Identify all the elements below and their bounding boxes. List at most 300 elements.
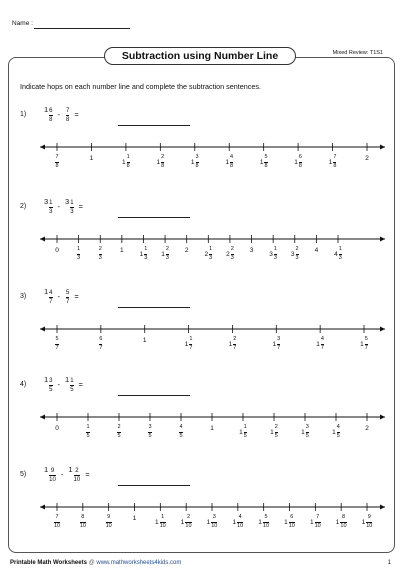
tick-label-denominator: 8: [230, 162, 234, 169]
tick-label-fraction: [296, 247, 299, 261]
tick-label-fraction: [306, 425, 309, 439]
tick-label-fraction: [233, 337, 236, 351]
tick-label-numerator: 2: [274, 424, 278, 430]
tick-label-whole: 1: [225, 158, 229, 166]
tick-label-fraction: [55, 155, 58, 169]
arrow-right-icon: [380, 237, 385, 242]
footer-brand: Printable Math Worksheets: [10, 560, 87, 566]
tick-label-whole: 1: [259, 158, 264, 166]
tick-label-whole: 2: [226, 250, 230, 258]
tick-label: [290, 425, 320, 439]
tick-label-numerator: 6: [99, 336, 103, 342]
equals-sign: =: [78, 201, 83, 211]
tick-label: [228, 425, 258, 439]
subtrahend-numerator: 1: [70, 200, 74, 206]
tick-label-fraction: [230, 155, 233, 169]
tick-label-denominator: 8: [161, 162, 165, 169]
problem-number: 4): [20, 381, 27, 388]
number-line[interactable]: [0, 323, 403, 363]
problem-number: 2): [20, 203, 27, 210]
tick-label-denominator: 7: [55, 344, 59, 351]
tick-label-whole: 0: [55, 247, 59, 254]
minuend: [44, 375, 53, 393]
tick-label: [318, 155, 348, 169]
tick-label-numerator: 2: [161, 154, 165, 160]
tick-label-whole: 1: [232, 518, 237, 526]
tick-label: [42, 337, 72, 351]
tick-label-numerator: 1: [77, 246, 81, 252]
tick-label-fraction: [263, 515, 269, 529]
tick-label: [349, 337, 379, 351]
equals-sign: =: [74, 109, 79, 119]
tick-label: [217, 337, 247, 351]
minuend-whole: 1: [44, 287, 49, 296]
tick-label-fraction: [289, 515, 295, 529]
answer-blank[interactable]: [118, 217, 190, 218]
footer-site-link[interactable]: www.mathworksheets4kids.com: [96, 560, 182, 566]
subtrahend: [68, 465, 80, 483]
tick-label: [42, 155, 72, 169]
minuend-whole: 1: [44, 465, 49, 474]
tick-label-whole: 1: [328, 158, 333, 166]
arrow-left-icon: [40, 237, 45, 242]
tick-label-whole: 1: [154, 518, 159, 526]
tick-label-numerator: 2: [295, 246, 299, 252]
tick-label-denominator: 5: [86, 432, 90, 439]
answer-blank[interactable]: [118, 307, 190, 308]
arrow-left-icon: [40, 505, 45, 510]
tick-label-fraction: [127, 155, 130, 169]
minuend-denominator: 8: [49, 117, 53, 123]
number-line[interactable]: [0, 411, 403, 451]
subtrahend-numerator: 2: [75, 468, 79, 474]
tick-label-numerator: 1: [243, 424, 247, 430]
tick-label-whole: 1: [89, 155, 94, 162]
tick-label-fraction: [196, 155, 199, 169]
tick-label-fraction: [244, 425, 247, 439]
tick-label-fraction: [264, 155, 267, 169]
tick-label-numerator: 1: [338, 246, 342, 252]
tick-label-whole: 2: [204, 250, 209, 258]
problem-5: [0, 463, 403, 553]
tick-label-whole: 1: [239, 428, 243, 436]
subtrahend-numerator: 5: [66, 290, 70, 296]
fraction-bar: [49, 115, 52, 116]
tick-label-fraction: [277, 337, 280, 351]
tick-label-whole: 1: [332, 428, 336, 436]
tick-label-denominator: 10: [185, 522, 192, 529]
tick-label-numerator: 1: [86, 424, 90, 430]
name-label: Name :: [12, 20, 33, 27]
tick-label-denominator: 5: [336, 432, 340, 439]
tick-label-fraction: [117, 425, 120, 439]
tick-label-whole: 3: [249, 247, 254, 254]
tick-label-denominator: 10: [340, 522, 347, 529]
minuend: [44, 465, 56, 483]
fraction-bar: [49, 475, 56, 476]
minuend-whole: 1: [44, 375, 49, 384]
tick-label-denominator: 7: [189, 344, 193, 351]
tick-label-numerator: 5: [364, 336, 368, 342]
tick-label-denominator: 3: [230, 254, 234, 261]
tick-label-denominator: 10: [237, 522, 244, 529]
tick-label-denominator: 10: [211, 522, 218, 529]
tick-label: [180, 155, 210, 169]
tick-label: [135, 425, 165, 439]
tick-label-fraction: [179, 425, 182, 439]
tick-label-fraction: [333, 155, 336, 169]
tick-label-numerator: 6: [298, 154, 302, 160]
minus-sign: -: [60, 469, 64, 479]
tick-label-fraction: [185, 515, 191, 529]
tick-label-fraction: [55, 337, 58, 351]
tick-label: [42, 425, 72, 432]
problem-number: 5): [20, 471, 27, 478]
tick-label-denominator: 3: [144, 254, 148, 261]
tick-label-whole: 1: [120, 247, 124, 254]
minus-sign: -: [57, 109, 61, 119]
subtrahend-whole: 3: [65, 197, 70, 206]
problem-2: [0, 195, 403, 285]
footer: [10, 560, 181, 566]
subtraction-expression: [44, 375, 88, 393]
subtrahend-fraction: [74, 468, 81, 483]
tick-label-numerator: 8: [341, 514, 345, 520]
tick-label-denominator: 10: [262, 522, 270, 529]
worksheet-title: Subtraction using Number Line: [104, 47, 296, 65]
equals-sign: =: [85, 469, 90, 479]
tick-label-whole: 4: [334, 250, 338, 258]
tick-label: [249, 155, 279, 169]
tick-label-whole: 1: [139, 250, 144, 258]
tick-label-fraction: [340, 515, 346, 529]
tick-label-numerator: 3: [305, 424, 309, 430]
tick-label-numerator: 4: [179, 424, 183, 430]
subtrahend-denominator: 5: [70, 387, 74, 393]
subtrahend: [65, 197, 74, 215]
minus-sign: -: [57, 291, 61, 301]
tick-label-numerator: 7: [333, 154, 337, 160]
tick-label-fraction: [99, 337, 102, 351]
tick-label-numerator: 4: [230, 154, 234, 160]
tick-label: [86, 337, 116, 351]
tick-label: [111, 155, 141, 169]
tick-label-whole: 2: [184, 247, 189, 254]
tick-label-numerator: 7: [55, 514, 59, 520]
tick-label-denominator: 3: [165, 254, 169, 261]
tick-label: [352, 515, 382, 529]
tick-label-numerator: 4: [320, 336, 324, 342]
tick-label-fraction: [144, 247, 147, 261]
tick-label-whole: 3: [290, 250, 295, 258]
tick-label-fraction: [365, 337, 368, 351]
fraction-bar: [70, 207, 73, 208]
tick-label-whole: 0: [55, 425, 59, 432]
answer-blank[interactable]: [118, 125, 190, 126]
tick-label-denominator: 3: [209, 254, 213, 261]
tick-label-fraction: [209, 247, 212, 261]
tick-label-numerator: 5: [55, 336, 59, 342]
tick-label: [352, 155, 382, 162]
tick-label-denominator: 7: [364, 344, 368, 351]
footer-at: @: [88, 560, 95, 566]
tick-label-whole: 1: [361, 518, 366, 526]
tick-label-whole: 1: [161, 250, 165, 258]
minuend-numerator: 1: [49, 200, 53, 206]
problem-number: 3): [20, 293, 27, 300]
number-line[interactable]: [0, 501, 403, 541]
tick-label-numerator: 9: [107, 514, 111, 520]
tick-label-numerator: 5: [264, 154, 268, 160]
answer-blank[interactable]: [118, 485, 190, 486]
tick-label-numerator: 3: [195, 154, 199, 160]
tick-label-whole: 1: [309, 518, 314, 526]
tick-label-fraction: [339, 247, 342, 261]
fraction-bar: [66, 115, 69, 116]
tick-label-denominator: 8: [264, 162, 268, 169]
minuend: [44, 105, 53, 123]
minuend-fraction: [49, 378, 52, 393]
problem-number: 1): [20, 111, 27, 118]
tick-label-whole: 1: [210, 425, 214, 432]
tick-label-denominator: 10: [366, 522, 373, 529]
subtrahend-whole: 1: [65, 375, 70, 384]
tick-label-fraction: [315, 515, 321, 529]
tick-label: [305, 337, 335, 351]
tick-label-whole: 2: [365, 155, 369, 162]
tick-label-whole: 1: [284, 518, 288, 526]
tick-label-denominator: 3: [295, 254, 299, 261]
tick-label-fraction: [211, 515, 217, 529]
tick-label-whole: 1: [142, 337, 147, 344]
subtrahend-fraction: [66, 108, 69, 123]
minuend: [44, 197, 53, 215]
tick-label-denominator: 10: [105, 522, 112, 529]
tick-label-denominator: 7: [99, 344, 103, 351]
tick-label-whole: 1: [132, 515, 137, 522]
tick-label: [323, 247, 353, 261]
tick-label-whole: 1: [272, 340, 277, 348]
minuend-denominator: 7: [49, 299, 53, 305]
tick-label-whole: 2: [365, 425, 369, 432]
arrow-right-icon: [380, 327, 385, 332]
tick-label-denominator: 5: [305, 432, 309, 439]
subtrahend-numerator: 7: [66, 108, 70, 114]
tick-label: [259, 425, 289, 439]
tick-label-numerator: 4: [238, 514, 242, 520]
minuend-fraction: [49, 468, 56, 483]
arrow-left-icon: [40, 415, 45, 420]
tick-label-numerator: 2: [117, 424, 121, 430]
tick-label-denominator: 8: [126, 162, 130, 169]
subtrahend: [65, 375, 74, 393]
subtrahend-fraction: [66, 290, 69, 305]
fraction-bar: [74, 475, 81, 476]
tick-label-numerator: 7: [316, 514, 320, 520]
arrow-right-icon: [380, 145, 385, 150]
minuend-fraction: [49, 290, 52, 305]
subtrahend-numerator: 1: [70, 378, 74, 384]
tick-label-whole: 1: [184, 340, 189, 348]
tick-label: [174, 337, 204, 351]
minuend-numerator: 9: [50, 468, 55, 474]
tick-label-whole: 1: [190, 158, 195, 166]
tick-label-numerator: 1: [144, 246, 148, 252]
tick-label-whole: 1: [294, 158, 298, 166]
tick-label: [261, 337, 291, 351]
tick-label-fraction: [274, 247, 277, 261]
tick-label-fraction: [299, 155, 302, 169]
tick-label-numerator: 2: [186, 514, 190, 520]
tick-label-denominator: 3: [77, 254, 81, 261]
tick-label-whole: 1: [206, 518, 211, 526]
tick-label-numerator: 7: [55, 154, 59, 160]
worksheet-code: Mixed Review: T1S1: [332, 50, 383, 56]
tick-label-fraction: [160, 515, 166, 529]
tick-label-denominator: 7: [320, 344, 324, 351]
tick-label-numerator: 2: [98, 246, 102, 252]
subtrahend-fraction: [70, 200, 73, 215]
tick-label: [145, 155, 175, 169]
tick-label-fraction: [237, 515, 243, 529]
tick-label-whole: 1: [316, 340, 320, 348]
tick-label-fraction: [189, 337, 192, 351]
minuend-denominator: 5: [49, 387, 53, 393]
minuend: [44, 287, 53, 305]
tick-label-fraction: [148, 425, 151, 439]
tick-label-fraction: [161, 155, 164, 169]
tick-label-denominator: 7: [277, 344, 281, 351]
tick-label-numerator: 2: [233, 336, 237, 342]
subtraction-expression: [44, 465, 95, 483]
arrow-left-icon: [40, 145, 45, 150]
fraction-bar: [49, 385, 52, 386]
tick-label-denominator: 5: [148, 432, 152, 439]
tick-label: [214, 155, 244, 169]
fraction-bar: [49, 207, 52, 208]
arrow-right-icon: [380, 415, 385, 420]
tick-label-denominator: 10: [288, 522, 295, 529]
tick-label-numerator: 3: [212, 514, 216, 520]
subtrahend-denominator: 3: [70, 209, 74, 215]
minuend-numerator: 3: [49, 378, 53, 384]
tick-label-denominator: 8: [55, 162, 59, 169]
tick-label: [130, 337, 160, 344]
tick-label-denominator: 5: [179, 432, 183, 439]
tick-label: [283, 155, 313, 169]
tick-label: [197, 425, 227, 432]
tick-label-denominator: 8: [195, 162, 199, 169]
tick-label-numerator: 4: [336, 424, 340, 430]
subtrahend: [65, 287, 69, 305]
minuend-numerator: 4: [49, 290, 53, 296]
tick-label-fraction: [337, 425, 340, 439]
minuend-denominator: 10: [49, 477, 56, 483]
tick-label-whole: 1: [270, 428, 274, 436]
tick-label: [76, 155, 106, 162]
tick-label-whole: 1: [258, 518, 262, 526]
tick-label: [73, 425, 103, 439]
tick-label-denominator: 5: [274, 432, 278, 439]
tick-label-numerator: 1: [273, 246, 277, 252]
tick-label: [352, 425, 382, 432]
tick-label-numerator: 2: [165, 246, 169, 252]
tick-label-fraction: [54, 515, 60, 529]
tick-label-fraction: [86, 425, 89, 439]
tick-label-whole: 1: [335, 518, 340, 526]
answer-blank[interactable]: [118, 395, 190, 396]
tick-label-numerator: 1: [126, 154, 130, 160]
tick-label-numerator: 3: [148, 424, 152, 430]
subtraction-expression: [44, 105, 84, 123]
tick-label-fraction: [80, 515, 86, 529]
tick-label-fraction: [231, 247, 234, 261]
number-line[interactable]: [0, 141, 403, 181]
tick-label-whole: 1: [122, 158, 126, 166]
tick-label: [104, 425, 134, 439]
tick-label-fraction: [321, 337, 324, 351]
tick-label-denominator: 10: [159, 522, 166, 529]
tick-label-denominator: 3: [338, 254, 342, 261]
problem-1: [0, 103, 403, 193]
arrow-right-icon: [380, 505, 385, 510]
subtraction-expression: [44, 287, 84, 305]
tick-label-whole: 4: [314, 247, 319, 254]
tick-label-fraction: [99, 247, 102, 261]
fraction-bar: [66, 297, 69, 298]
tick-label-denominator: 10: [53, 522, 61, 529]
tick-label-denominator: 7: [233, 344, 237, 351]
subtrahend-denominator: 10: [73, 477, 81, 483]
tick-label-whole: 1: [180, 518, 185, 526]
tick-label-numerator: 1: [161, 514, 165, 520]
tick-label-whole: 1: [360, 340, 364, 348]
tick-label-denominator: 5: [243, 432, 247, 439]
tick-label-fraction: [366, 515, 372, 529]
minuend-numerator: 6: [49, 108, 53, 114]
tick-label-denominator: 8: [298, 162, 302, 169]
tick-label-denominator: 10: [314, 522, 321, 529]
subtrahend-denominator: 7: [66, 299, 70, 305]
subtrahend-whole: 1: [68, 465, 73, 474]
minuend-whole: 1: [44, 105, 49, 114]
tick-label-denominator: 5: [117, 432, 121, 439]
tick-label: [166, 425, 196, 439]
tick-label-denominator: 3: [273, 254, 277, 261]
subtraction-expression: [44, 197, 88, 215]
name-field-line[interactable]: [34, 28, 130, 29]
page-number: 1: [387, 560, 391, 566]
subtrahend: [65, 105, 69, 123]
tick-label-denominator: 3: [98, 254, 102, 261]
arrow-left-icon: [40, 327, 45, 332]
minuend-whole: 3: [44, 197, 49, 206]
tick-label-numerator: 3: [277, 336, 281, 342]
tick-label-denominator: 10: [79, 522, 86, 529]
subtrahend-denominator: 8: [66, 117, 70, 123]
tick-label-fraction: [166, 247, 169, 261]
tick-label-whole: 1: [228, 340, 233, 348]
subtrahend-fraction: [70, 378, 73, 393]
tick-label-whole: 1: [301, 428, 305, 436]
tick-label-numerator: 9: [367, 514, 371, 520]
tick-label-fraction: [275, 425, 278, 439]
number-line[interactable]: [0, 233, 403, 273]
problem-4: [0, 373, 403, 463]
tick-label-whole: 3: [269, 250, 273, 258]
minuend-fraction: [49, 200, 52, 215]
minus-sign: -: [57, 201, 61, 211]
